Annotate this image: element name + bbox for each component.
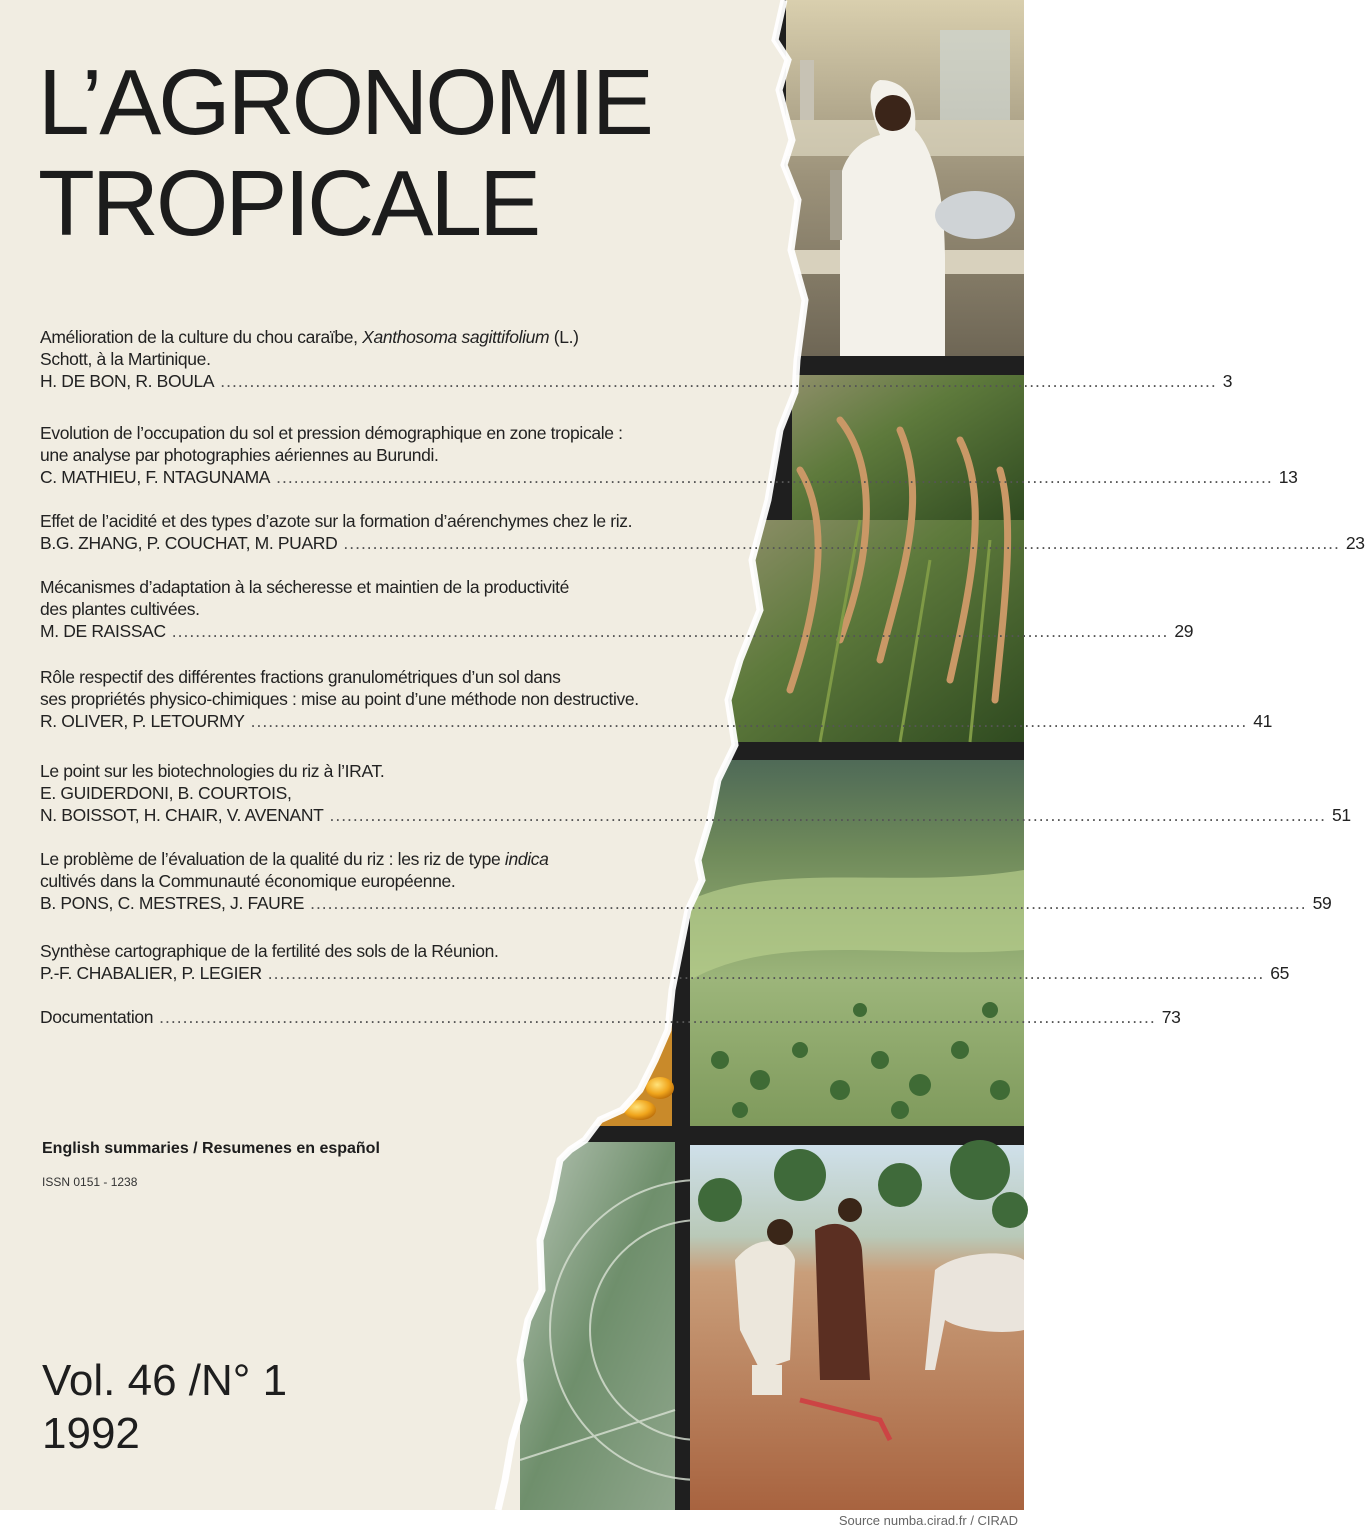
summaries-note: English summaries / Resumenes en español <box>42 1140 380 1157</box>
leader-dots: .......................................................................................................................................................................... <box>220 371 1217 391</box>
toc-entry-title: Effet de l’acidité et des types d’azote sur la formation d’aérenchymes chez le riz. <box>40 511 633 531</box>
journal-title <box>38 52 651 254</box>
toc-entry-authors <box>40 710 1272 732</box>
toc-entry-title: Schott, à la Martinique. <box>40 349 211 369</box>
leader-dots: .......................................................................................................................................................................... <box>310 893 1307 913</box>
toc-entry-title: Mécanismes d’adaptation à la sécheresse et maintien de la productivité <box>40 577 570 597</box>
page-number: 59 <box>1312 893 1332 913</box>
toc-entry-1 <box>40 326 1233 392</box>
author-names: H. DE BON, R. BOULA <box>40 371 215 391</box>
leader-dots: .......................................................................................................................................................................... <box>159 1007 1156 1027</box>
journal-title-line1: L’AGRONOMIE <box>38 50 651 154</box>
toc-entry-4 <box>40 576 1194 642</box>
volume-number: Vol. 46 /N° 1 <box>42 1356 288 1405</box>
species-name: Xanthosoma sagittifolium <box>362 327 550 347</box>
toc-entry-authors <box>40 962 1290 984</box>
toc-entry-title: Le problème de l’évaluation de la qualité du riz : les riz de type indica <box>40 849 549 869</box>
leader-dots: .......................................................................................................................................................................... <box>171 621 1169 641</box>
issn-number: ISSN 0151 - 1238 <box>42 1175 138 1189</box>
toc-entry-title: Amélioration de la culture du chou caraïbe, Xanthosoma sagittifolium (L.) <box>40 327 579 347</box>
toc-entry-title: une analyse par photographies aériennes au Burundi. <box>40 445 439 465</box>
toc-entry-5 <box>40 666 1272 732</box>
toc-entry-8 <box>40 940 1290 984</box>
author-names: N. BOISSOT, H. CHAIR, V. AVENANT <box>40 805 324 825</box>
toc-entry-title: cultivés dans la Communauté économique européenne. <box>40 871 456 891</box>
leader-dots: .......................................................................................................................................................................... <box>276 467 1273 487</box>
page-number: 65 <box>1270 963 1290 983</box>
toc-entry-7 <box>40 848 1332 914</box>
toc-entry-title: Rôle respectif des différentes fractions granulométriques d’un sol dans <box>40 667 561 687</box>
journal-title-line2: TROPICALE <box>38 151 539 255</box>
leader-dots: .......................................................................................................................................................................... <box>250 711 1248 731</box>
author-names: M. DE RAISSAC <box>40 621 166 641</box>
leader-dots: .......................................................................................................................................................................... <box>343 533 1340 553</box>
toc-entry-title: Evolution de l’occupation du sol et pression démographique en zone tropicale : <box>40 423 623 443</box>
toc-entry-authors <box>40 532 1365 554</box>
toc-entry-title: Le point sur les biotechnologies du riz à l’IRAT. <box>40 761 385 781</box>
author-names: E. GUIDERDONI, B. COURTOIS, <box>40 783 292 803</box>
source-credit: Source numba.cirad.fr / CIRAD <box>838 1513 1018 1528</box>
toc-entry-6 <box>40 760 1351 826</box>
publication-year: 1992 <box>42 1409 140 1458</box>
author-names: P.-F. CHABALIER, P. LEGIER <box>40 963 262 983</box>
page-number: 73 <box>1161 1007 1181 1027</box>
toc-entry-authors <box>40 892 1332 914</box>
author-names: C. MATHIEU, F. NTAGUNAMA <box>40 467 271 487</box>
page-number: 23 <box>1345 533 1365 553</box>
leader-dots: .......................................................................................................................................................................... <box>329 805 1327 825</box>
section-name: Documentation <box>40 1007 154 1027</box>
toc-entry-2 <box>40 422 1298 488</box>
toc-entry-authors <box>40 1006 1181 1028</box>
toc-entry-title: ses propriétés physico-chimiques : mise au point d’une méthode non destructive. <box>40 689 639 709</box>
leader-dots: .......................................................................................................................................................................... <box>267 963 1265 983</box>
page-number: 41 <box>1253 711 1272 731</box>
author-names: R. OLIVER, P. LETOURMY <box>40 711 245 731</box>
author-names: B. PONS, C. MESTRES, J. FAURE <box>40 893 305 913</box>
page-number: 13 <box>1278 467 1298 487</box>
toc-entry-3 <box>40 510 1365 554</box>
page-number: 29 <box>1174 621 1194 641</box>
toc-entry-title: Synthèse cartographique de la fertilité des sols de la Réunion. <box>40 941 499 961</box>
toc-entry-authors <box>40 804 1351 826</box>
toc-entry-authors <box>40 620 1194 642</box>
toc-entry-title: des plantes cultivées. <box>40 599 200 619</box>
toc-entry-authors <box>40 466 1298 488</box>
page-number: 51 <box>1332 805 1351 825</box>
page-number: 3 <box>1222 371 1233 391</box>
rice-type: indica <box>504 849 549 869</box>
toc-entry-authors <box>40 370 1233 392</box>
author-names: B.G. ZHANG, P. COUCHAT, M. PUARD <box>40 533 338 553</box>
toc-entry-documentation <box>40 1006 1181 1028</box>
